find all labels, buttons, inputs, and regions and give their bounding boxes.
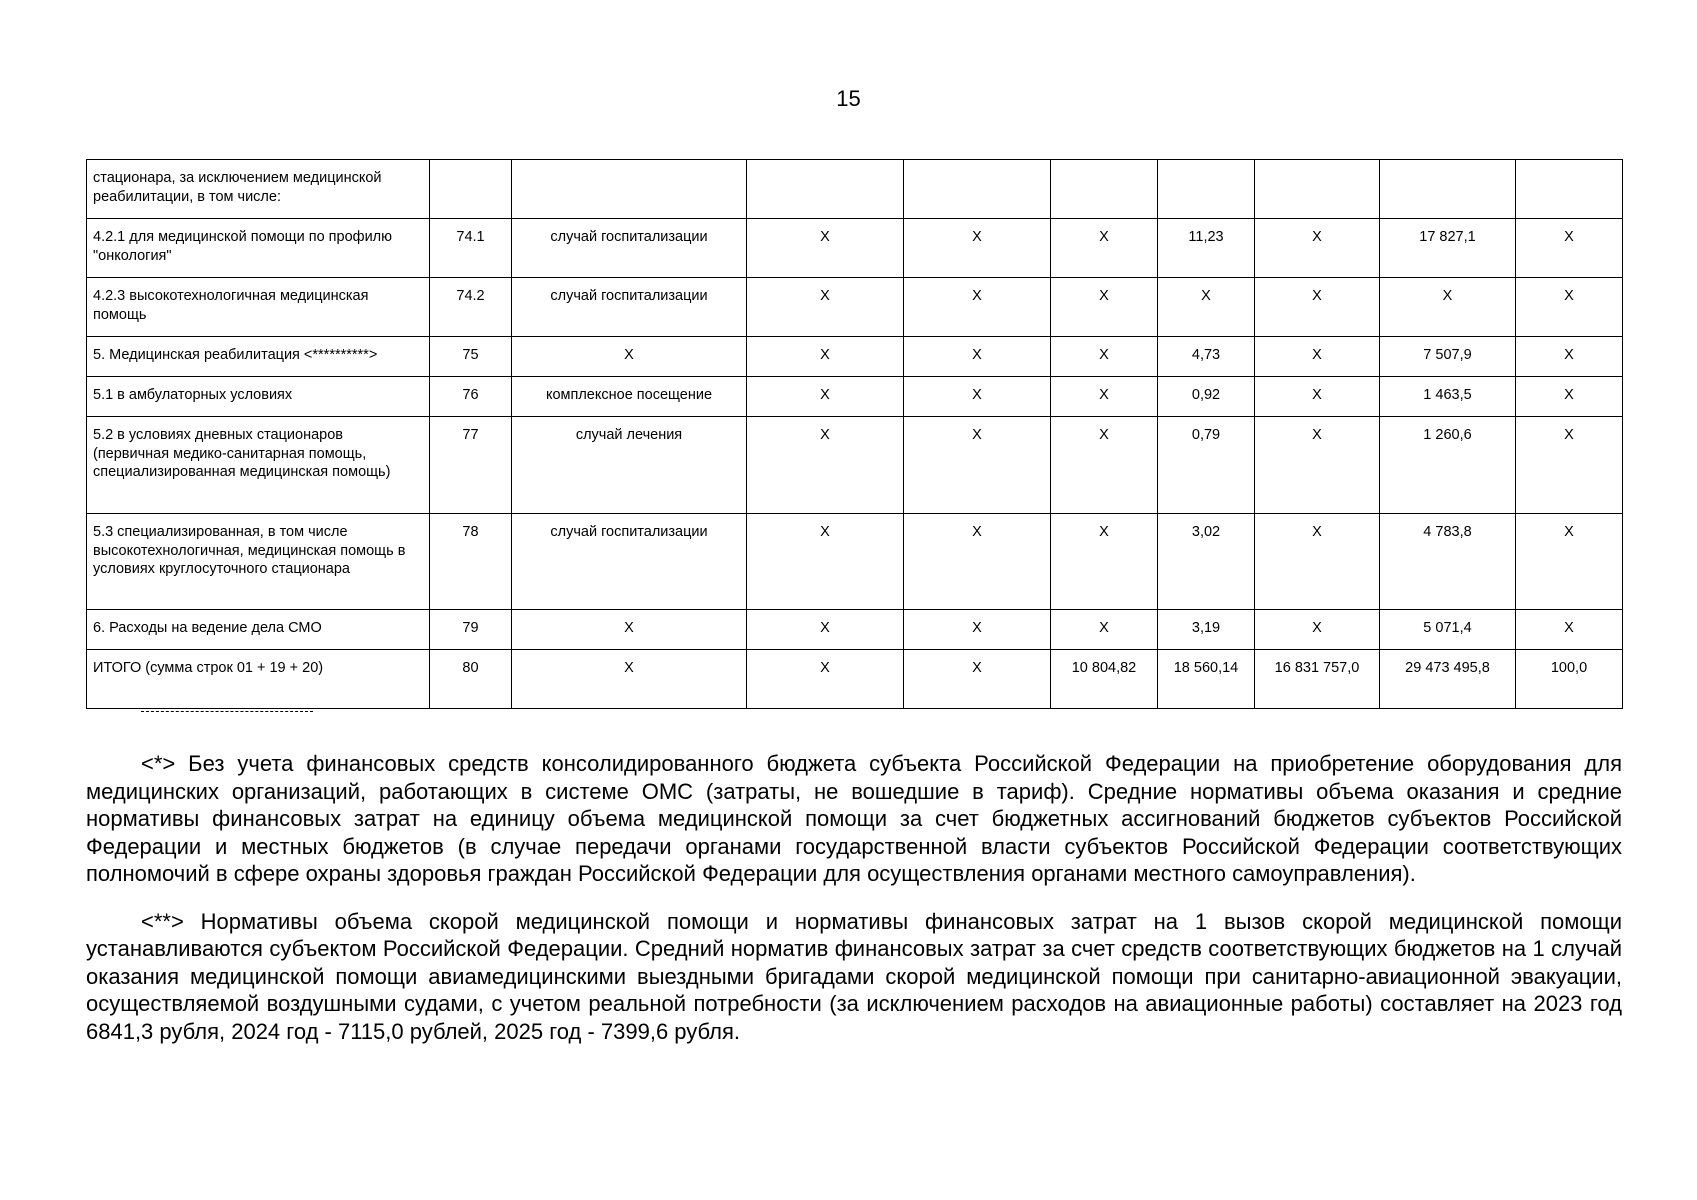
value-cell: X — [747, 417, 904, 514]
value-cell: X — [904, 610, 1051, 650]
value-cell: X — [1255, 337, 1380, 377]
unit-cell: случай лечения — [512, 417, 747, 514]
footnote-separator — [141, 711, 313, 712]
value-cell: 11,23 — [1158, 219, 1255, 278]
value-cell: X — [747, 219, 904, 278]
value-cell: X — [1255, 377, 1380, 417]
value-cell: X — [1516, 219, 1623, 278]
value-cell: X — [1051, 417, 1158, 514]
value-cell: X — [904, 337, 1051, 377]
data-table — [86, 159, 1623, 709]
row-name-cell: 5. Медицинская реабилитация <**********> — [87, 337, 430, 377]
value-cell: 100,0 — [1516, 650, 1623, 709]
value-cell: X — [1516, 417, 1623, 514]
unit-cell: случай госпитализации — [512, 514, 747, 610]
value-cell — [1516, 160, 1623, 219]
value-cell — [1380, 160, 1516, 219]
unit-cell: X — [512, 650, 747, 709]
row-name-cell: 5.2 в условиях дневных стационаров (первичная медико-санитарная помощь, специализированная медицинская помощь) — [87, 417, 430, 514]
value-cell: 4 783,8 — [1380, 514, 1516, 610]
value-cell: 16 831 757,0 — [1255, 650, 1380, 709]
value-cell: 18 560,14 — [1158, 650, 1255, 709]
value-cell: X — [747, 650, 904, 709]
table-row — [87, 337, 1623, 377]
row-code-cell: 76 — [430, 377, 512, 417]
value-cell: 1 260,6 — [1380, 417, 1516, 514]
table-body — [87, 160, 1623, 709]
row-name-cell: 4.2.3 высокотехнологичная медицинская помощь — [87, 278, 430, 337]
value-cell: X — [1051, 514, 1158, 610]
value-cell: 29 473 495,8 — [1380, 650, 1516, 709]
value-cell: X — [1255, 610, 1380, 650]
value-cell: X — [1380, 278, 1516, 337]
value-cell: X — [1255, 417, 1380, 514]
value-cell: X — [747, 610, 904, 650]
page-number: 15 — [836, 86, 861, 111]
row-code-cell: 74.1 — [430, 219, 512, 278]
table-row — [87, 417, 1623, 514]
row-code-cell: 78 — [430, 514, 512, 610]
value-cell: X — [1051, 219, 1158, 278]
value-cell: X — [747, 278, 904, 337]
row-name-cell: стационара, за исключением медицинской реабилитации, в том числе: — [87, 160, 430, 219]
value-cell: X — [904, 514, 1051, 610]
unit-cell — [512, 160, 747, 219]
row-name-cell: 4.2.1 для медицинской помощи по профилю "онкология" — [87, 219, 430, 278]
value-cell: X — [904, 278, 1051, 337]
table-row — [87, 514, 1623, 610]
table-row — [87, 377, 1623, 417]
footnote-paragraph: <**> Нормативы объема скорой медицинской помощи и нормативы финансовых затрат на 1 вызов скорой медицинской помощи устанавливаются субъектом Российской Федерации. Средний норматив финансовых затрат за счет средств соответствующих бюджетов на 1 случай оказания медицинской помощи авиамедицинскими выездными бригадами скорой медицинской помощи при санитарно-авиационной эвакуации, осуществляемой воздушными судами, с учетом реальной потребности (за исключением расходов на авиационные работы) составляет на 2023 год 6841,3 рубля, 2024 год - 7115,0 рублей, 2025 год - 7399,6 рубля. — [86, 908, 1622, 1044]
unit-cell: комплексное посещение — [512, 377, 747, 417]
value-cell: X — [1051, 610, 1158, 650]
value-cell: 17 827,1 — [1380, 219, 1516, 278]
unit-cell: случай госпитализации — [512, 219, 747, 278]
unit-cell: X — [512, 337, 747, 377]
value-cell: 5 071,4 — [1380, 610, 1516, 650]
row-code-cell — [430, 160, 512, 219]
value-cell: X — [904, 650, 1051, 709]
row-code-cell: 77 — [430, 417, 512, 514]
row-name-cell: 5.1 в амбулаторных условиях — [87, 377, 430, 417]
value-cell: 7 507,9 — [1380, 337, 1516, 377]
unit-cell: случай госпитализации — [512, 278, 747, 337]
value-cell: X — [1051, 377, 1158, 417]
row-code-cell: 80 — [430, 650, 512, 709]
value-cell: X — [904, 417, 1051, 514]
footnotes — [86, 750, 1622, 1065]
value-cell: 1 463,5 — [1380, 377, 1516, 417]
row-code-cell: 75 — [430, 337, 512, 377]
table-row — [87, 278, 1623, 337]
value-cell: 0,92 — [1158, 377, 1255, 417]
row-name-cell: 5.3 специализированная, в том числе высокотехнологичная, медицинская помощь в условиях круглосуточного стационара — [87, 514, 430, 610]
value-cell — [904, 160, 1051, 219]
value-cell: X — [1516, 377, 1623, 417]
row-code-cell: 74.2 — [430, 278, 512, 337]
table-row — [87, 219, 1623, 278]
value-cell: X — [1255, 514, 1380, 610]
value-cell: 3,19 — [1158, 610, 1255, 650]
value-cell: X — [1516, 278, 1623, 337]
value-cell: 10 804,82 — [1051, 650, 1158, 709]
value-cell: X — [747, 377, 904, 417]
footnote-paragraph: <*> Без учета финансовых средств консолидированного бюджета субъекта Российской Федерации на приобретение оборудования для медицинских организаций, работающих в системе ОМС (затраты, не вошедшие в тариф). Средние нормативы объема оказания и средние нормативы финансовых затрат на единицу объема медицинской помощи за счет бюджетных ассигнований бюджетов субъектов Российской Федерации и местных бюджетов (в случае передачи органами государственной власти субъектов Российской Федерации соответствующих полномочий в сфере охраны здоровья граждан Российской Федерации для осуществления органами местного самоуправления). — [86, 751, 1622, 886]
value-cell: X — [747, 337, 904, 377]
row-code-cell: 79 — [430, 610, 512, 650]
value-cell: X — [747, 514, 904, 610]
value-cell: 4,73 — [1158, 337, 1255, 377]
unit-cell: X — [512, 610, 747, 650]
table-row — [87, 610, 1623, 650]
table-row — [87, 160, 1623, 219]
value-cell: X — [1158, 278, 1255, 337]
value-cell: X — [904, 219, 1051, 278]
value-cell — [1158, 160, 1255, 219]
value-cell: X — [1516, 514, 1623, 610]
table-row-total — [87, 650, 1623, 709]
value-cell — [1255, 160, 1380, 219]
value-cell — [1051, 160, 1158, 219]
value-cell: X — [1051, 337, 1158, 377]
value-cell: 0,79 — [1158, 417, 1255, 514]
value-cell: X — [1255, 219, 1380, 278]
value-cell — [747, 160, 904, 219]
row-name-cell: ИТОГО (сумма строк 01 + 19 + 20) — [87, 650, 430, 709]
value-cell: 3,02 — [1158, 514, 1255, 610]
value-cell: X — [1516, 610, 1623, 650]
value-cell: X — [904, 377, 1051, 417]
value-cell: X — [1516, 337, 1623, 377]
value-cell: X — [1051, 278, 1158, 337]
value-cell: X — [1255, 278, 1380, 337]
row-name-cell: 6. Расходы на ведение дела СМО — [87, 610, 430, 650]
